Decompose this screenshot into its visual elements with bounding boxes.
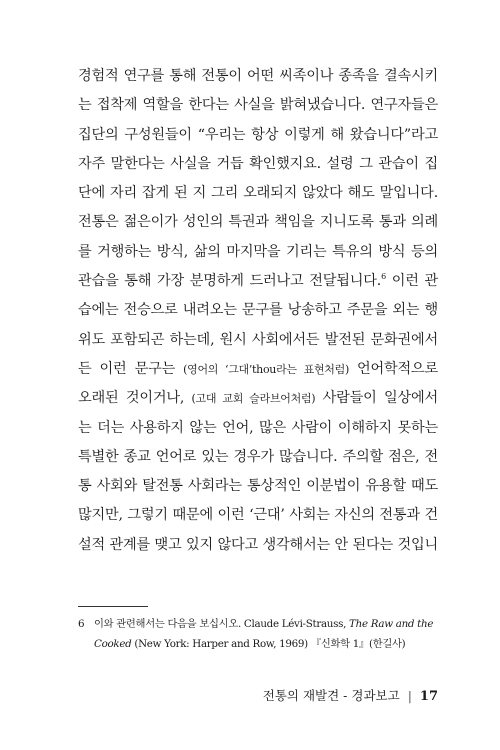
text-segment: 든 이런 문구는 [78,360,184,377]
text-segment: 이런 관 [386,273,438,290]
footnote-number: 6 [78,618,85,630]
footnote-text: (New York: Harper and Row, 1969) 『신화학 1』(한길사) [131,638,406,650]
page-footer [263,686,438,704]
text-line: 경험적 연구를 통해 전통이 어떤 씨족이나 종족을 결속시키 [78,68,438,84]
running-title: 전통의 재발견 - 경과보고 [262,688,400,703]
footnote-line [78,634,440,654]
text-line [78,355,438,384]
footnote-ref[interactable]: 6 [381,272,386,282]
text-line: 습에는 전승으로 내려오는 문구를 낭송하고 주문을 외는 행 [78,302,438,319]
text-line [78,384,438,413]
text-line: 통 사회와 탈전통 사회라는 통상적인 이분법이 유용할 때도 [78,478,438,495]
text-segment: 오래된 것이거나, [78,390,192,407]
page-number: 17 [419,689,438,704]
footnote-divider [78,606,148,607]
footnote-text: 이와 관련해서는 다음을 보십시오. Claude Lévi-Strauss, [94,618,350,630]
parenthetical: (영어의 ‘그대’thou라는 표현처럼) [183,362,349,376]
text-line: 특별한 종교 언어로 있는 경우가 많습니다. 주의할 점은, 전 [78,448,438,465]
text-line: 위도 포함되곤 하는데, 원시 사회에서든 발전된 문화권에서 [78,331,438,348]
text-line: 많지만, 그렇기 때문에 이런 ‘근대’ 사회는 자신의 전통과 건 [78,507,438,524]
text-segment: 관습을 통해 가장 분명하게 드러나고 전달됩니다. [78,273,382,290]
text-line: 단에 자리 잡게 된 지 그리 오래되지 않았다 해도 말입니다. [78,185,438,202]
text-line: 를 거행하는 방식, 삶의 마지막을 기리는 특유의 방식 등의 [78,243,438,260]
text-line: 자주 말한다는 사실을 거듭 확인했지요. 설령 그 관습이 집 [78,155,438,172]
parenthetical: (고대 교회 슬라브어처럼) [191,392,316,406]
book-title: The Raw and the [349,618,434,630]
book-title: Cooked [94,638,132,650]
body-text [78,62,438,560]
text-line: 는 접착제 역할을 한다는 사실을 밝혀냈습니다. 연구자들은 [78,97,438,114]
footnote-line [78,614,440,634]
text-line: 설적 관계를 맺고 있지 않다고 생각해서는 안 된다는 것입니 [78,536,438,553]
text-line: 집단의 구성원들이 “우리는 항상 이렇게 해 왔습니다”라고 [78,126,438,143]
text-line [78,267,438,296]
text-segment: 사람들이 일상에서 [315,390,438,407]
footer-separator: | [407,688,412,703]
footnote [78,614,440,654]
text-segment: 언어학적으로 [348,360,438,377]
text-line: 전통은 젊은이가 성인의 특권과 책임을 지니도록 통과 의례 [78,214,438,231]
text-line: 는 더는 사용하지 않는 언어, 많은 사람이 이해하지 못하는 [78,419,438,436]
